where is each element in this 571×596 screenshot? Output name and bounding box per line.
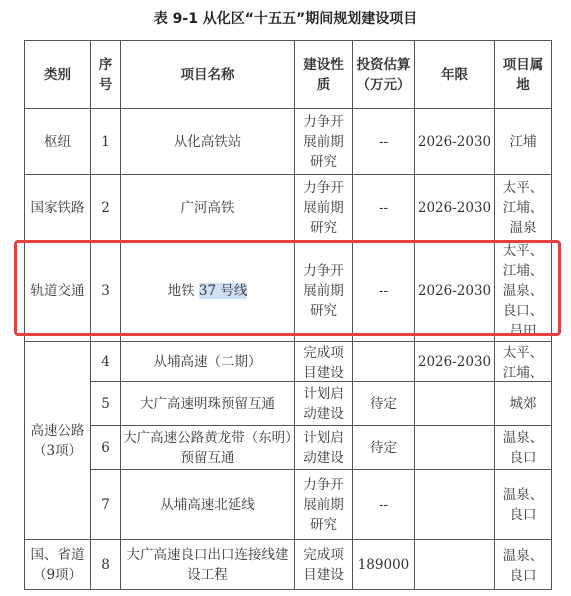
no-cell: 6 bbox=[91, 426, 121, 470]
years-cell: 2026-2030 bbox=[415, 175, 495, 241]
nature-cell: 完成项目建设 bbox=[295, 540, 353, 590]
no-cell: 8 bbox=[91, 540, 121, 590]
no-cell: 3 bbox=[91, 241, 121, 342]
years-cell bbox=[415, 470, 495, 540]
years-cell bbox=[415, 540, 495, 590]
place-cell: 城郊 bbox=[495, 382, 552, 426]
nature-text: 完成项目建设 bbox=[303, 344, 344, 381]
header-place: 项目属地 bbox=[495, 41, 552, 109]
place-cell bbox=[495, 342, 552, 382]
place-text: 太平、江埔、 bbox=[502, 344, 544, 381]
name-prefix: 地铁 bbox=[167, 283, 199, 299]
place-cell: 温泉、良口 bbox=[495, 470, 552, 540]
no-cell: 1 bbox=[91, 109, 121, 175]
place-cell: 太平、江埔、温泉 bbox=[495, 175, 552, 241]
table-title: 表 9-1 从化区“十五五”期间规划建设项目 bbox=[153, 11, 418, 27]
name-cell[interactable] bbox=[121, 241, 295, 342]
selected-text[interactable]: 37 号线 bbox=[198, 283, 248, 299]
nature-cell: 计划启动建设 bbox=[295, 426, 353, 470]
table-row bbox=[25, 540, 552, 590]
name-cell: 大广高速公路黄龙带（东明）预留互通 bbox=[121, 426, 295, 470]
name-cell: 广河高铁 bbox=[121, 175, 295, 241]
category-cell: 高速公路（3项） bbox=[25, 342, 91, 540]
years-cell bbox=[415, 382, 495, 426]
nature-cell: 力争开展前期研究 bbox=[295, 109, 353, 175]
place-cell: 温泉、良口 bbox=[495, 426, 552, 470]
header-row bbox=[25, 41, 552, 109]
nature-cell bbox=[295, 342, 353, 382]
header-years: 年限 bbox=[415, 41, 495, 109]
nature-cell: 力争开展前期研究 bbox=[295, 470, 353, 540]
category-cell: 国家铁路 bbox=[25, 175, 91, 241]
years-cell: 2026-2030 bbox=[415, 241, 495, 342]
no-cell: 4 bbox=[91, 342, 121, 382]
place-cell bbox=[495, 540, 552, 590]
invest-cell: 待定 bbox=[353, 382, 415, 426]
years-cell bbox=[415, 426, 495, 470]
table-row bbox=[25, 382, 552, 426]
place-cell: 江埔 bbox=[495, 109, 552, 175]
header-invest: 投资估算（万元） bbox=[353, 41, 415, 109]
header-nature: 建设性质 bbox=[295, 41, 353, 109]
invest-cell bbox=[353, 342, 415, 382]
invest-cell: -- bbox=[353, 175, 415, 241]
invest-cell: -- bbox=[353, 241, 415, 342]
invest-cell: 待定 bbox=[353, 426, 415, 470]
name-cell: 从化高铁站 bbox=[121, 109, 295, 175]
nature-cell: 计划启动建设 bbox=[295, 382, 353, 426]
nature-cell: 力争开展前期研究 bbox=[295, 175, 353, 241]
category-cell: 轨道交通 bbox=[25, 241, 91, 342]
no-cell: 2 bbox=[91, 175, 121, 241]
project-table bbox=[24, 40, 552, 590]
header-category: 类别 bbox=[25, 41, 91, 109]
table-row bbox=[25, 342, 552, 382]
table-row bbox=[25, 426, 552, 470]
name-cell: 大广高速明珠预留互通 bbox=[121, 382, 295, 426]
invest-cell: 189000 bbox=[353, 540, 415, 590]
table-row bbox=[25, 175, 552, 241]
no-cell: 7 bbox=[91, 470, 121, 540]
header-no: 序号 bbox=[91, 41, 121, 109]
place-cell: 太平、江埔、温泉、良口、吕田 bbox=[495, 241, 552, 342]
name-cell: 从埔高速（二期） bbox=[121, 342, 295, 382]
category-cell: 国、省道（9项） bbox=[25, 540, 91, 590]
place-text: 温泉、良口 bbox=[502, 547, 544, 584]
years-cell: 2026-2030 bbox=[415, 342, 495, 382]
invest-cell: -- bbox=[353, 109, 415, 175]
header-name: 项目名称 bbox=[121, 41, 295, 109]
name-cell: 从埔高速北延线 bbox=[121, 470, 295, 540]
table-row-highlighted bbox=[25, 241, 552, 342]
table-row bbox=[25, 470, 552, 540]
table-row bbox=[25, 109, 552, 175]
no-cell: 5 bbox=[91, 382, 121, 426]
invest-cell: -- bbox=[353, 470, 415, 540]
nature-cell: 力争开展前期研究 bbox=[295, 241, 353, 342]
years-cell: 2026-2030 bbox=[415, 109, 495, 175]
category-cell: 枢纽 bbox=[25, 109, 91, 175]
name-cell: 大广高速良口出口连接线建设工程 bbox=[121, 540, 295, 590]
